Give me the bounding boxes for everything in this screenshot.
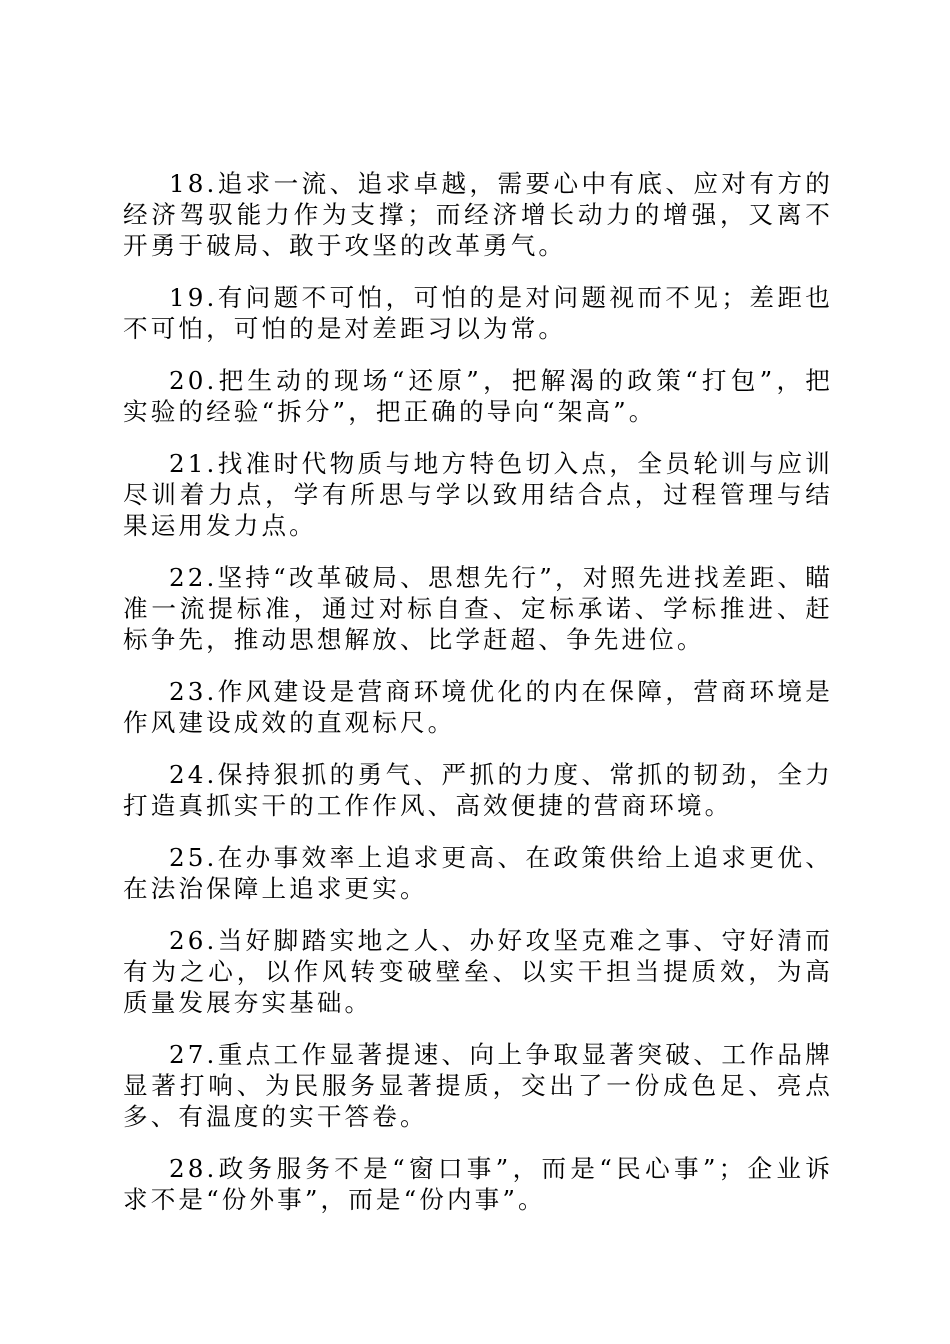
paragraph-20: 20.把生动的现场“还原”，把解渴的政策“打包”，把实验的经验“拆分”，把正确的导向“架高”。	[123, 366, 833, 426]
paragraph-19: 19.有问题不可怕，可怕的是对问题视而不见；差距也不可怕，可怕的是对差距习以为常。	[123, 283, 833, 343]
paragraph-26: 26.当好脚踏实地之人、办好攻坚克难之事、守好清而有为之心，以作风转变破壁垒、以实干担当提质效，为高质量发展夯实基础。	[123, 926, 833, 1017]
paragraph-25: 25.在办事效率上追求更高、在政策供给上追求更优、在法治保障上追求更实。	[123, 843, 833, 903]
document-body	[123, 168, 833, 1236]
paragraph-21: 21.找准时代物质与地方特色切入点，全员轮训与应训尽训着力点，学有所思与学以致用结合点，过程管理与结果运用发力点。	[123, 449, 833, 540]
paragraph-18: 18.追求一流、追求卓越，需要心中有底、应对有方的经济驾驭能力作为支撑；而经济增长动力的增强，又离不开勇于破局、敢于攻坚的改革勇气。	[123, 169, 833, 260]
paragraph-27: 27.重点工作显著提速、向上争取显著突破、工作品牌显著打响、为民服务显著提质，交出了一份成色足、亮点多、有温度的实干答卷。	[123, 1040, 833, 1131]
paragraph-24: 24.保持狠抓的勇气、严抓的力度、常抓的韧劲，全力打造真抓实干的工作作风、高效便捷的营商环境。	[123, 760, 833, 820]
paragraph-28: 28.政务服务不是“窗口事”，而是“民心事”；企业诉求不是“份外事”，而是“份内事”。	[123, 1154, 833, 1214]
paragraph-22: 22.坚持“改革破局、思想先行”，对照先进找差距、瞄准一流提标准，通过对标自查、定标承诺、学标推进、赶标争先，推动思想解放、比学赶超、争先进位。	[123, 563, 833, 654]
paragraph-23: 23.作风建设是营商环境优化的内在保障，营商环境是作风建设成效的直观标尺。	[123, 677, 833, 737]
